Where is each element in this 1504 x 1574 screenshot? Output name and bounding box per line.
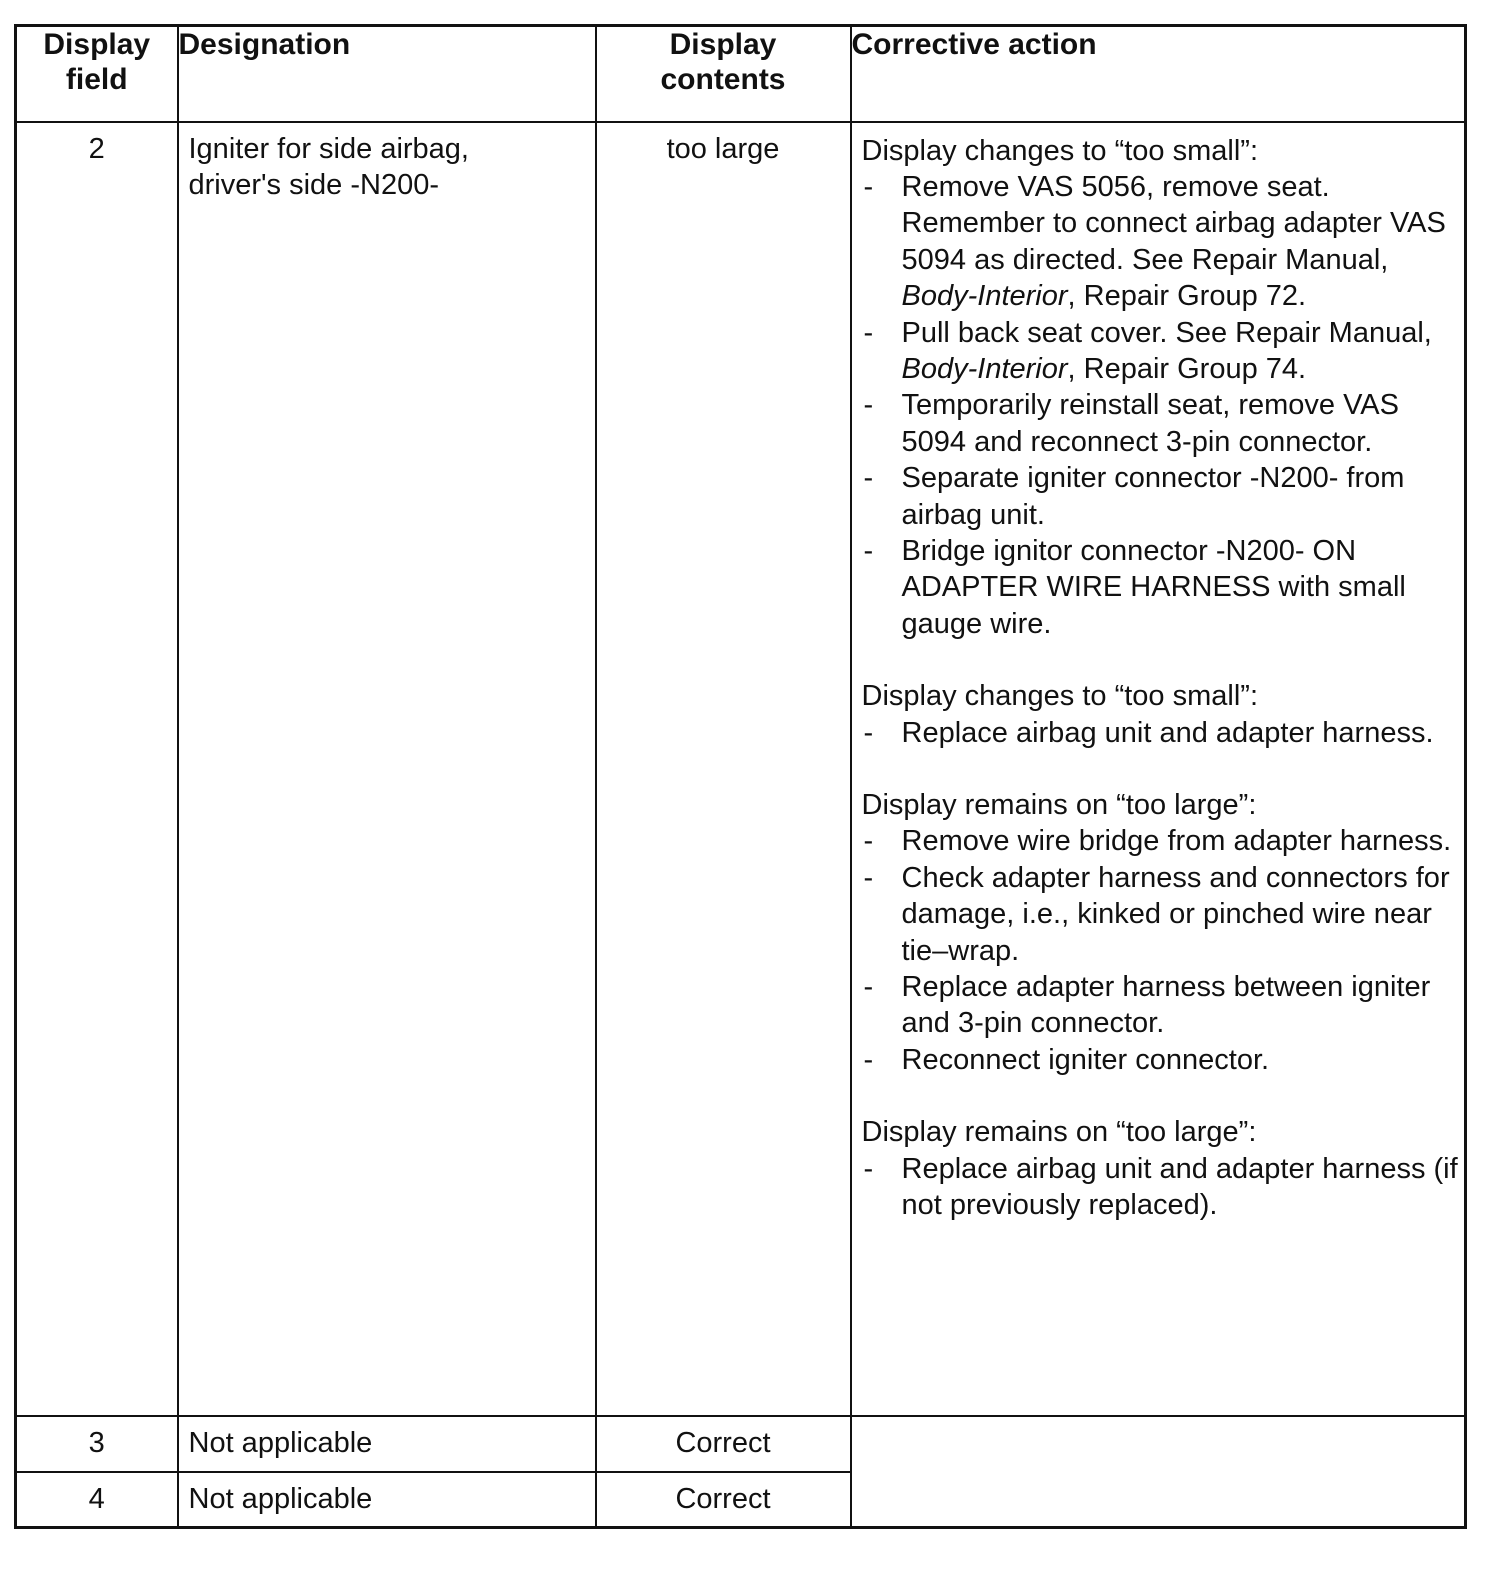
action-step-text: Reconnect igniter connector. — [901, 1043, 1270, 1076]
list-dash: - — [863, 861, 874, 894]
action-step — [862, 533, 1459, 642]
header-display-field: Display field — [16, 26, 178, 122]
action-step — [862, 315, 1459, 388]
header-designation: Designation — [178, 26, 596, 122]
list-dash: - — [863, 316, 874, 349]
cell-display-field: 2 — [16, 122, 178, 1416]
cell-display-field: 4 — [16, 1472, 178, 1528]
list-dash: - — [863, 389, 874, 422]
action-step-text: Replace airbag unit and adapter harness. — [901, 716, 1434, 749]
action-step-text: Pull back seat cover. See Repair Manual, Body-Interior, Repair Group 74. — [901, 316, 1432, 385]
action-group-title: Display changes to “too small”: — [861, 134, 1258, 167]
action-step — [862, 1042, 1459, 1078]
cell-display-contents: Correct — [596, 1472, 851, 1528]
list-dash: - — [863, 971, 874, 1004]
action-step-text: Check adapter harness and connectors for damage, i.e., kinked or pinched wire near tie–wrap. — [901, 861, 1450, 967]
list-dash: - — [863, 1043, 874, 1076]
cell-corrective-action — [851, 122, 1466, 1416]
list-dash: - — [863, 825, 874, 858]
action-group-title: Display changes to “too small”: — [861, 680, 1258, 713]
header-row — [16, 26, 1466, 122]
cell-display-field: 3 — [16, 1416, 178, 1472]
cell-designation: Not applicable — [178, 1472, 596, 1528]
action-step — [862, 460, 1459, 533]
action-step-text: Remove VAS 5056, remove seat. Remember to connect airbag adapter VAS 5094 as directed. See Repair Manual, Body-Interior, Repair Group 72. — [901, 170, 1446, 313]
cell-designation: Not applicable — [178, 1416, 596, 1472]
list-dash: - — [863, 462, 874, 495]
header-corrective-action: Corrective action — [851, 26, 1466, 122]
action-step — [862, 169, 1459, 315]
action-step-text: Separate igniter connector -N200- from airbag unit. — [901, 462, 1405, 531]
action-group-title: Display remains on “too large”: — [861, 1116, 1257, 1149]
action-step — [862, 715, 1459, 751]
action-step — [862, 860, 1459, 969]
cell-designation: Igniter for side airbag, driver's side -N200- — [178, 122, 596, 1416]
action-step-text: Temporarily reinstall seat, remove VAS 5094 and reconnect 3-pin connector. — [901, 389, 1399, 458]
action-step — [862, 823, 1459, 859]
header-display-contents: Display contents — [596, 26, 851, 122]
list-dash: - — [863, 716, 874, 749]
action-step-text: Bridge ignitor connector -N200- ON ADAPTER WIRE HARNESS with small gauge wire. — [901, 534, 1406, 640]
action-step — [862, 969, 1459, 1042]
list-dash: - — [863, 1152, 874, 1185]
cell-corrective-action-empty — [851, 1416, 1466, 1528]
cell-display-contents: too large — [596, 122, 851, 1416]
list-dash: - — [863, 534, 874, 567]
action-group — [862, 678, 1459, 751]
corrective-action-table — [14, 24, 1467, 1529]
action-group — [862, 1114, 1459, 1223]
action-step-text: Replace adapter harness between igniter and 3-pin connector. — [901, 971, 1431, 1040]
action-group — [862, 787, 1459, 1078]
table-row — [16, 122, 1466, 1416]
cell-display-contents: Correct — [596, 1416, 851, 1472]
action-group — [862, 133, 1459, 643]
action-group-title: Display remains on “too large”: — [861, 789, 1257, 821]
action-step-text: Replace airbag unit and adapter harness (if not previously replaced). — [901, 1152, 1458, 1222]
table-row — [16, 1416, 1466, 1472]
action-step — [862, 1151, 1459, 1224]
action-step-text: Remove wire bridge from adapter harness. — [901, 825, 1452, 858]
action-step — [862, 387, 1459, 460]
list-dash: - — [863, 170, 874, 203]
